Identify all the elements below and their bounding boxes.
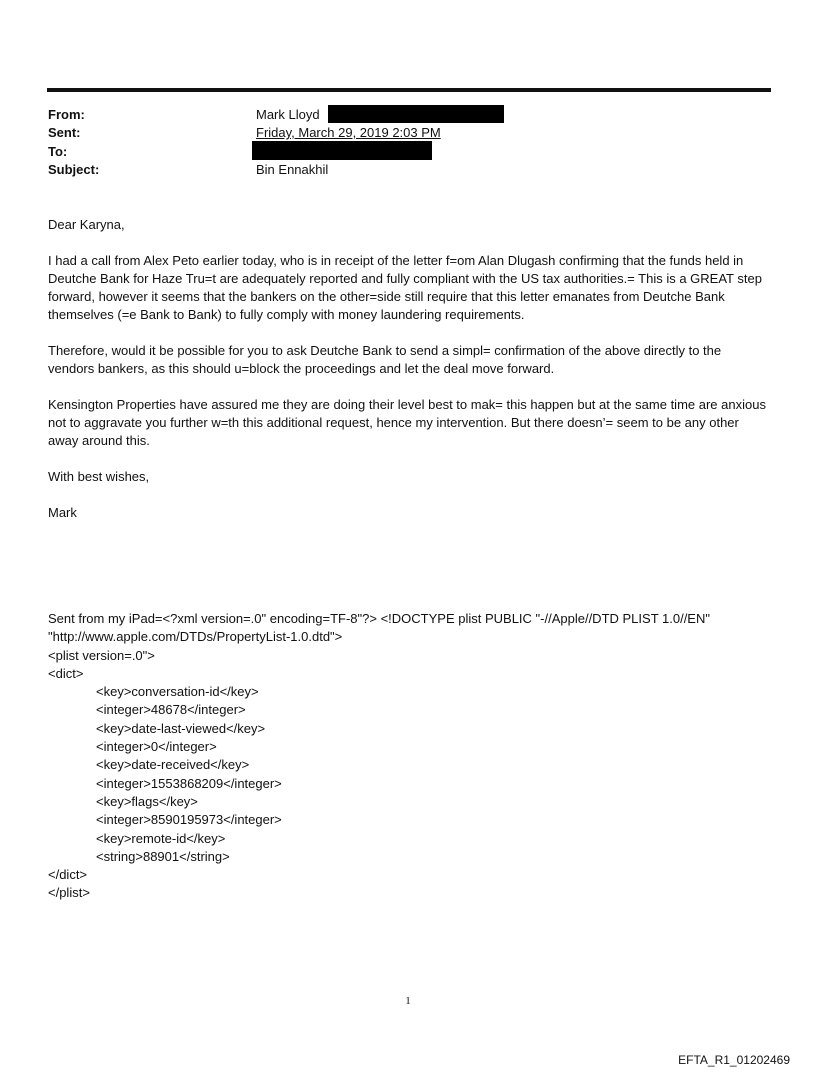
- plist-block: [48, 610, 770, 903]
- plist-item: <key>date-last-viewed</key>: [96, 720, 266, 736]
- greeting: Dear Karyna,: [48, 217, 125, 232]
- body-paragraph-2: Therefore, would it be possible for you to ask Deutche Bank to send a simpl= confirmation of the above directly to the vendors bankers, as this should u=block the proceedings and let the deal move forward.: [48, 343, 722, 376]
- sent-value: Friday, March 29, 2019 2:03 PM: [256, 125, 441, 140]
- sent-label: Sent:: [48, 125, 81, 140]
- closing: With best wishes,: [48, 469, 150, 484]
- subject-value: Bin Ennakhil: [256, 162, 329, 177]
- plist-line: <dict>: [48, 665, 84, 681]
- plist-line: <plist version=.0">: [48, 647, 155, 663]
- to-label: To:: [48, 144, 68, 159]
- plist-line: </dict>: [48, 867, 88, 883]
- plist-item: <key>remote-id</key>: [96, 830, 226, 846]
- signature: Mark: [48, 505, 77, 520]
- body-paragraph-3: Kensington Properties have assured me they are doing their level best to mak= this happen but at the same time are anxious not to aggravate you further w=th this additional request, hence my intervention. But there doesn’= seem to be any other away around this.: [48, 397, 766, 448]
- plist-line: "http://www.apple.com/DTDs/PropertyList-1.0.dtd">: [48, 629, 343, 645]
- from-redaction: [328, 105, 504, 123]
- plist-line: Sent from my iPad=<?xml version=.0" encoding=TF-8"?> <!DOCTYPE plist PUBLIC "-//Apple//DTD PLIST 1.0//EN": [48, 611, 710, 626]
- body-paragraph-1: I had a call from Alex Peto earlier today, who is in receipt of the letter f=om Alan Dlugash confirming that the funds held in Deutche Bank for Haze Tru=t are adequately reported and fully compliant with the US tax authorities.= This is a GREAT step forward, however it seems that the bankers on the other=side still require that this letter emanates from Deutche Bank themselves (=e Bank to Bank) to fully comply with money laundering requirements.: [48, 253, 762, 322]
- plist-item: <key>conversation-id</key>: [96, 684, 259, 700]
- to-redaction: [252, 141, 432, 160]
- from-value: Mark Lloyd: [256, 107, 320, 122]
- email-body: [48, 216, 770, 540]
- header-rule: [47, 88, 771, 92]
- plist-item: <integer>8590195973</integer>: [96, 812, 282, 828]
- plist-item: <integer>0</integer>: [96, 739, 217, 755]
- plist-item: <integer>48678</integer>: [96, 702, 246, 718]
- plist-item: <key>flags</key>: [96, 793, 198, 809]
- subject-label: Subject:: [48, 162, 100, 177]
- document-id: EFTA_R1_01202469: [678, 1053, 790, 1067]
- plist-line: </plist>: [48, 885, 90, 901]
- from-label: From:: [48, 107, 85, 122]
- plist-item: <integer>1553868209</integer>: [96, 775, 282, 791]
- plist-item: <string>88901</string>: [96, 848, 230, 864]
- page-number: 1: [405, 995, 411, 1007]
- plist-item: <key>date-received</key>: [96, 757, 250, 773]
